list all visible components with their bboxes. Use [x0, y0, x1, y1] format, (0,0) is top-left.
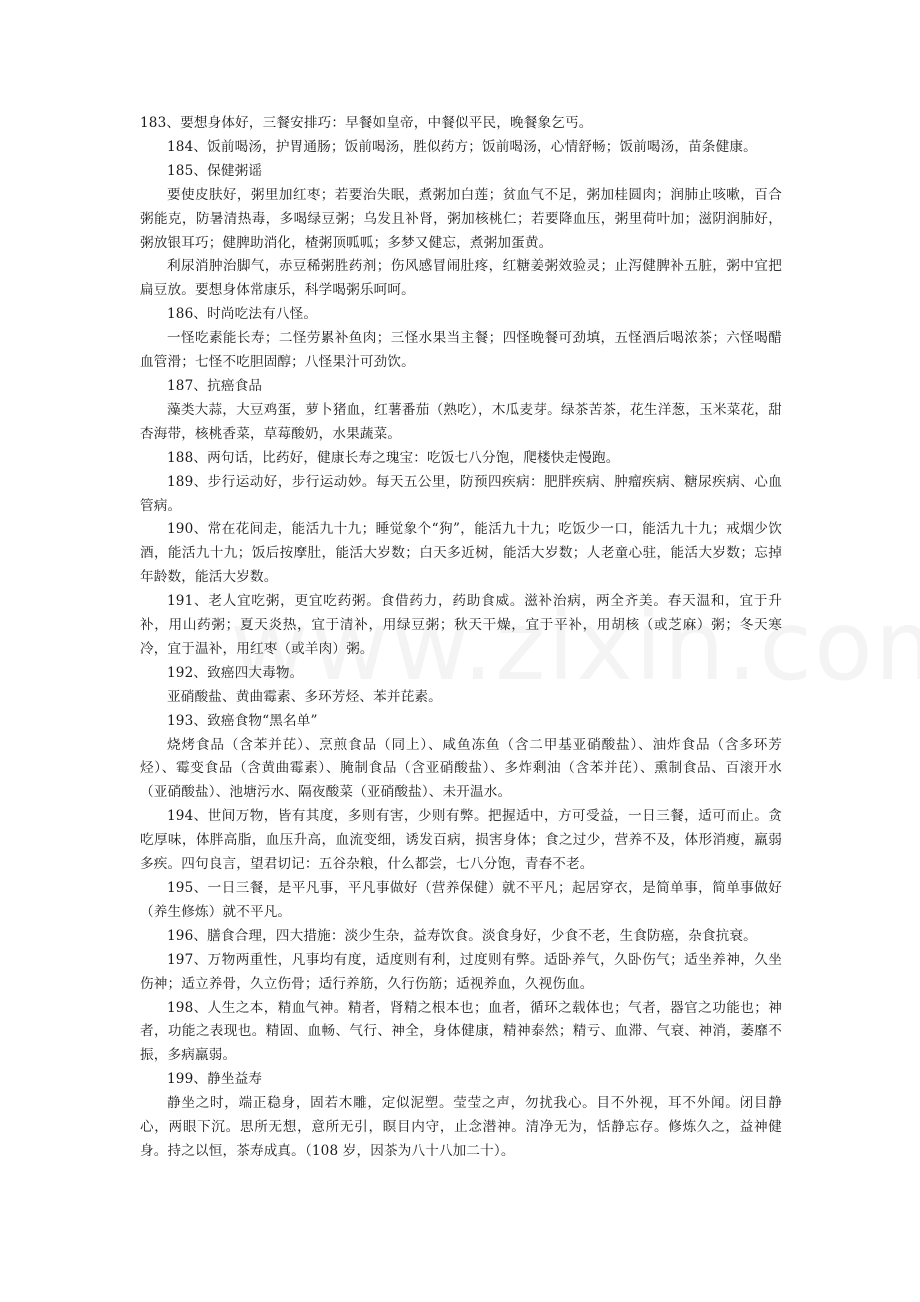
- heading-187: 187、抗癌食品: [167, 377, 263, 394]
- heading-192: 192、致癌四大毒物。: [167, 664, 304, 681]
- paragraph-196: 196、膳食合理，四大措施：淡少生杂，益寿饮食。淡食身好，少食不老，生食防癌，杂食抗衰。: [167, 927, 757, 944]
- paragraph-191: 191、老人宜吃粥，更宜吃药粥。食借药力，药助食威。滋补治病，两全齐美。春天温和，宜于升补，用山药粥；夏天炎热，宜于清补，用绿豆粥；秋天干燥，宜于平补，用胡核（或芝麻）粥；冬天寒冷，宜于温补，用红枣（或羊肉）粥。: [140, 593, 782, 657]
- paragraph-184: 184、饭前喝汤，护胃通肠；饭前喝汤，胜似药方；饭前喝汤，心情舒畅；饭前喝汤，苗条健康。: [167, 138, 757, 155]
- heading-186: 186、时尚吃法有八怪。: [167, 306, 318, 323]
- paragraph-185-body-2: 利尿消肿治脚气，赤豆稀粥胜药剂；伤风感冒闹肚疼，红糖姜粥效验灵；止泻健脾补五脏，粥中宜把扁豆放。要想身体常康乐，科学喝粥乐呵呵。: [140, 258, 782, 299]
- paragraph-194: 194、世间万物，皆有其度，多则有害，少则有弊。把握适中，方可受益，一日三餐，适可而止。贪吃厚味，体胖高脂，血压升高，血流变细，诱发百病，损害身体；食之过少，营养不及，体形消瘦，羸弱多疾。四句良言，望君切记：五谷杂粮，什么都尝，七八分饱，青春不老。: [140, 808, 782, 873]
- paragraph-183: 183、要想身体好，三餐安排巧：早餐如皇帝，中餐似平民，晚餐象乞丐。: [140, 115, 593, 131]
- paragraph-190: 190、常在花间走，能活九十九；睡觉象个“狗”，能活九十九；吃饭少一口，能活九十九；戒烟少饮酒，能活九十九；饭后按摩肚，能活大岁数；白天多近树，能活大岁数；人老童心驻，能活大岁数；忘掉年龄数，能活大岁数。: [140, 521, 782, 586]
- heading-185: 185、保健粥谣: [167, 162, 263, 179]
- document-body: [140, 112, 782, 1164]
- paragraph-197: 197、万物两重性，凡事均有度，适度则有利，过度则有弊。适卧养气，久卧伤气；适坐养神，久坐伤神；适立养骨，久立伤骨；适行养筋，久行伤筋；适视养血，久视伤血。: [140, 951, 782, 992]
- paragraph-185-body-1: 要使皮肤好，粥里加红枣；若要治失眠，煮粥加白莲；贫血气不足，粥加桂圆肉；润肺止咳嗽，百合粥能克，防暑清热毒，多喝绿豆粥；乌发且补肾，粥加核桃仁；若要降血压，粥里荷叶加；滋阴润肺好，粥放银耳巧；健脾助消化，楂粥顶呱呱；多梦又健忘，煮粥加蛋黄。: [140, 186, 782, 251]
- paragraph-187-body: 藻类大蒜，大豆鸡蛋，萝卜猪血，红薯番茄（熟吃），木瓜麦芽。绿茶苦茶，花生洋葱，玉米菜花，甜杏海带，核桃香菜，草莓酸奶，水果蔬菜。: [140, 401, 782, 442]
- paragraph-192-body: 亚硝酸盐、黄曲霉素、多环芳烃、苯并芘素。: [167, 688, 442, 705]
- paragraph-188: 188、两句话，比药好，健康长寿之瑰宝：吃饭七八分饱，爬楼快走慢跑。: [167, 449, 620, 466]
- paragraph-199-body: 静坐之时，端正稳身，固若木雕，定似泥塑。莹莹之声，勿扰我心。目不外视，耳不外闻。闭目静心，两眼下沉。思所无想，意所无引，瞑目内守，止念潜神。清净无为，恬静忘存。修炼久之，益神健身。持之以恒，茶寿成真。（108 岁，因茶为八十八加二十）。: [140, 1095, 782, 1159]
- paragraph-189: 189、步行运动好，步行运动妙。每天五公里，防预四疾病：肥胖疾病、肿瘤疾病、糖尿疾病、心血管病。: [140, 473, 782, 514]
- heading-193: 193、致癌食物“黑名单”: [167, 712, 318, 729]
- paragraph-198: 198、人生之本，精血气神。精者，肾精之根本也；血者，循环之载体也；气者，器官之功能也；神者，功能之表现也。精固、血畅、气行、神全，身体健康，精神泰然；精亏、血滞、气衰、神消，萎靡不振，多病羸弱。: [140, 999, 782, 1064]
- heading-199: 199、静坐益寿: [167, 1071, 263, 1088]
- paragraph-186-body: 一怪吃素能长寿；二怪劳累补鱼肉；三怪水果当主餐；四怪晚餐可劲填，五怪酒后喝浓茶；六怪喝醋血管滑；七怪不吃胆固醇；八怪果汁可劲饮。: [140, 330, 782, 371]
- paragraph-193-body: 烧烤食品（含苯并芘）、烹煎食品（同上）、咸鱼冻鱼（含二甲基亚硝酸盐）、油炸食品（含多环芳烃）、霉变食品（含黄曲霉素）、腌制食品（含亚硝酸盐）、多炸剩油（含苯并芘）、熏制食品、百滚开水（亚硝酸盐）、池塘污水、隔夜酸菜（亚硝酸盐）、未开温水。: [140, 736, 782, 801]
- paragraph-195: 195、一日三餐，是平凡事，平凡事做好（营养保健）就不平凡；起居穿衣，是简单事，简单事做好（养生修炼）就不平凡。: [140, 880, 782, 920]
